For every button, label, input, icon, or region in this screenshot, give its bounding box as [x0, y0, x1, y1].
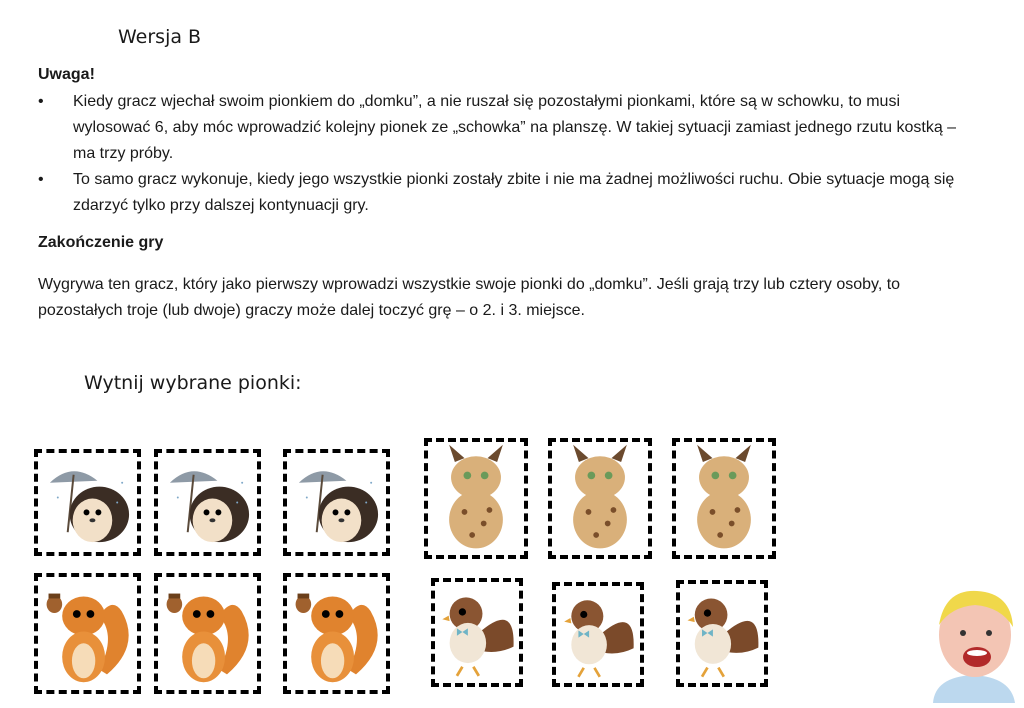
hedgehog-icon [38, 453, 137, 552]
bullet-dot-icon: • [38, 93, 44, 110]
sparrow-icon [435, 582, 519, 683]
version-label: Wersja B [118, 26, 202, 48]
pawn-card-squirrel[interactable] [283, 573, 390, 694]
pawn-card-lynx[interactable] [424, 438, 528, 559]
note-heading: Uwaga! [38, 66, 95, 83]
rule-text: To samo gracz wykonuje, kiedy jego wszystkie pionki zostały zbite i nie ma żadnej możliwości ruchu. Obie sytuacje mogą się zdarzyć tylko przy dalszej kontynuacji gry. [73, 171, 955, 214]
rule-text: Kiedy gracz wjechał swoim pionkiem do „domku”, a nie ruszał się pozostałymi pionkami, które są w schowku, to musi wylosować 6, aby móc wprowadzić kolejny pionek ze „schowka” na planszę. W takiej sytuacji zamiast jednego rzutu kostką – ma trzy próby. [73, 93, 957, 162]
pawn-card-lynx[interactable] [672, 438, 776, 559]
pawn-card-sparrow[interactable] [431, 578, 523, 687]
pawn-card-hedgehog[interactable] [34, 449, 141, 556]
pawn-card-sparrow[interactable] [552, 582, 644, 687]
child-avatar-icon [925, 585, 1021, 703]
squirrel-icon [287, 577, 386, 690]
pawn-card-sparrow[interactable] [676, 580, 768, 687]
cut-instruction: Wytnij wybrane pionki: [84, 372, 302, 394]
pawn-card-hedgehog[interactable] [154, 449, 261, 556]
pawn-card-lynx[interactable] [548, 438, 652, 559]
sparrow-icon [680, 584, 764, 683]
pawn-card-hedgehog[interactable] [283, 449, 390, 556]
bullet-dot-icon: • [38, 171, 44, 188]
squirrel-icon [158, 577, 257, 690]
sparrow-icon [556, 586, 640, 683]
lynx-icon [552, 442, 648, 555]
pawn-card-squirrel[interactable] [154, 573, 261, 694]
lynx-icon [428, 442, 524, 555]
lynx-icon [676, 442, 772, 555]
hedgehog-icon [158, 453, 257, 552]
rule-item [38, 89, 978, 167]
hedgehog-icon [287, 453, 386, 552]
end-text: Wygrywa ten gracz, który jako pierwszy wprowadzi wszystkie swoje pionki do „domku”. Jeśli grają trzy lub cztery osoby, to pozostałych troje (lub dwoje) graczy może dalej toczyć grę – o 2. i 3. miejsce. [38, 276, 901, 319]
end-heading: Zakończenie gry [38, 234, 164, 251]
pawn-card-squirrel[interactable] [34, 573, 141, 694]
squirrel-icon [38, 577, 137, 690]
rules-list [38, 89, 978, 219]
rule-item [38, 167, 978, 219]
